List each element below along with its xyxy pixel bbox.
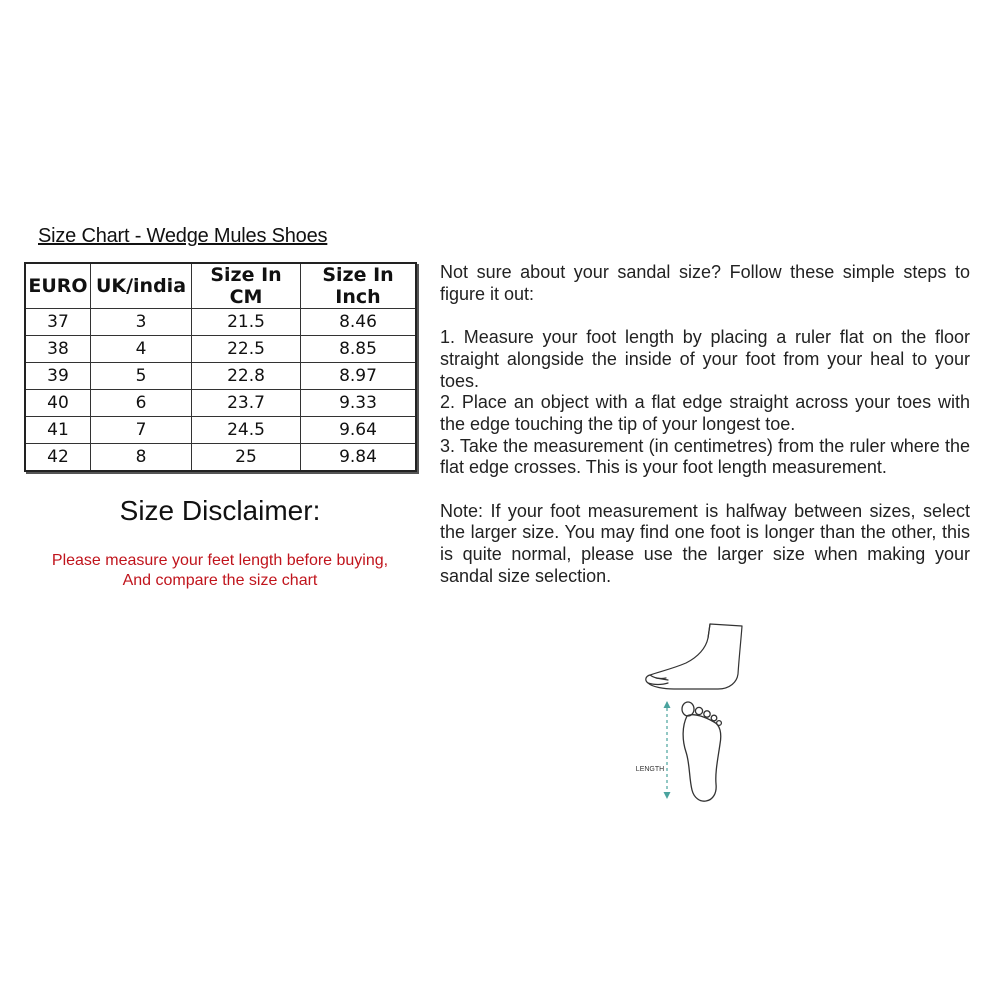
cell-euro: 42: [25, 444, 91, 472]
cell-size-cm: 23.7: [192, 390, 301, 417]
size-disclaimer-heading: Size Disclaimer:: [119, 495, 321, 526]
size-chart-table: [24, 262, 417, 472]
table-row: [25, 417, 416, 444]
sizing-instructions: [440, 262, 970, 588]
header-euro: EURO: [25, 263, 91, 309]
table-row: [25, 336, 416, 363]
cell-uk-india: 7: [91, 417, 192, 444]
cell-size-inch: 9.84: [301, 444, 417, 472]
disclaimer-line-1: Please measure your feet length before buying,: [51, 552, 389, 569]
cell-size-inch: 8.46: [301, 309, 417, 336]
instructions-step-1: 1. Measure your foot length by placing a ruler flat on the floor straight alongside the inside of your foot from your heal to your toes.: [440, 327, 970, 391]
table-row: [25, 444, 416, 472]
instructions-step-2: 2. Place an object with a flat edge straight across your toes with the edge touching the tip of your longest toe.: [440, 392, 970, 434]
cell-euro: 37: [25, 309, 91, 336]
cell-uk-india: 4: [91, 336, 192, 363]
cell-size-inch: 9.33: [301, 390, 417, 417]
foot-measurement-figure: [630, 612, 760, 817]
table-header-row: [25, 263, 416, 309]
length-arrow-icon: [664, 701, 671, 799]
length-label: LENGTH: [635, 766, 665, 773]
cell-size-inch: 9.64: [301, 417, 417, 444]
cell-size-cm: 21.5: [192, 309, 301, 336]
cell-euro: 38: [25, 336, 91, 363]
foot-side-icon: [646, 624, 742, 689]
cell-uk-india: 3: [91, 309, 192, 336]
table-row: [25, 363, 416, 390]
cell-uk-india: 5: [91, 363, 192, 390]
foot-sole-icon: [682, 702, 721, 801]
cell-uk-india: 8: [91, 444, 192, 472]
cell-euro: 41: [25, 417, 91, 444]
cell-uk-india: 6: [91, 390, 192, 417]
cell-euro: 40: [25, 390, 91, 417]
cell-size-cm: 22.5: [192, 336, 301, 363]
instructions-intro: Not sure about your sandal size? Follow these simple steps to figure it out:: [440, 262, 970, 304]
header-uk-india: UK/india: [91, 263, 192, 309]
instructions-step-3: 3. Take the measurement (in centimetres) from the ruler where the flat edge crosses. This is your foot length measurement.: [440, 435, 970, 478]
header-size-cm: Size In CM: [192, 263, 301, 309]
table-row: [25, 309, 416, 336]
cell-size-cm: 24.5: [192, 417, 301, 444]
instructions-note: Note: If your foot measurement is halfway between sizes, select the larger size. You may find one foot is longer than the other, this is quite normal, please use the larger size when making your sandal size selection.: [440, 500, 970, 586]
disclaimer-line-2: And compare the size chart: [122, 572, 318, 589]
cell-euro: 39: [25, 363, 91, 390]
header-size-inch: Size In Inch: [301, 263, 417, 309]
size-chart-title: Size Chart - Wedge Mules Shoes: [38, 225, 328, 247]
size-disclaimer-text: [24, 551, 416, 591]
cell-size-inch: 8.97: [301, 363, 417, 390]
cell-size-inch: 8.85: [301, 336, 417, 363]
cell-size-cm: 25: [192, 444, 301, 472]
cell-size-cm: 22.8: [192, 363, 301, 390]
table-row: [25, 390, 416, 417]
